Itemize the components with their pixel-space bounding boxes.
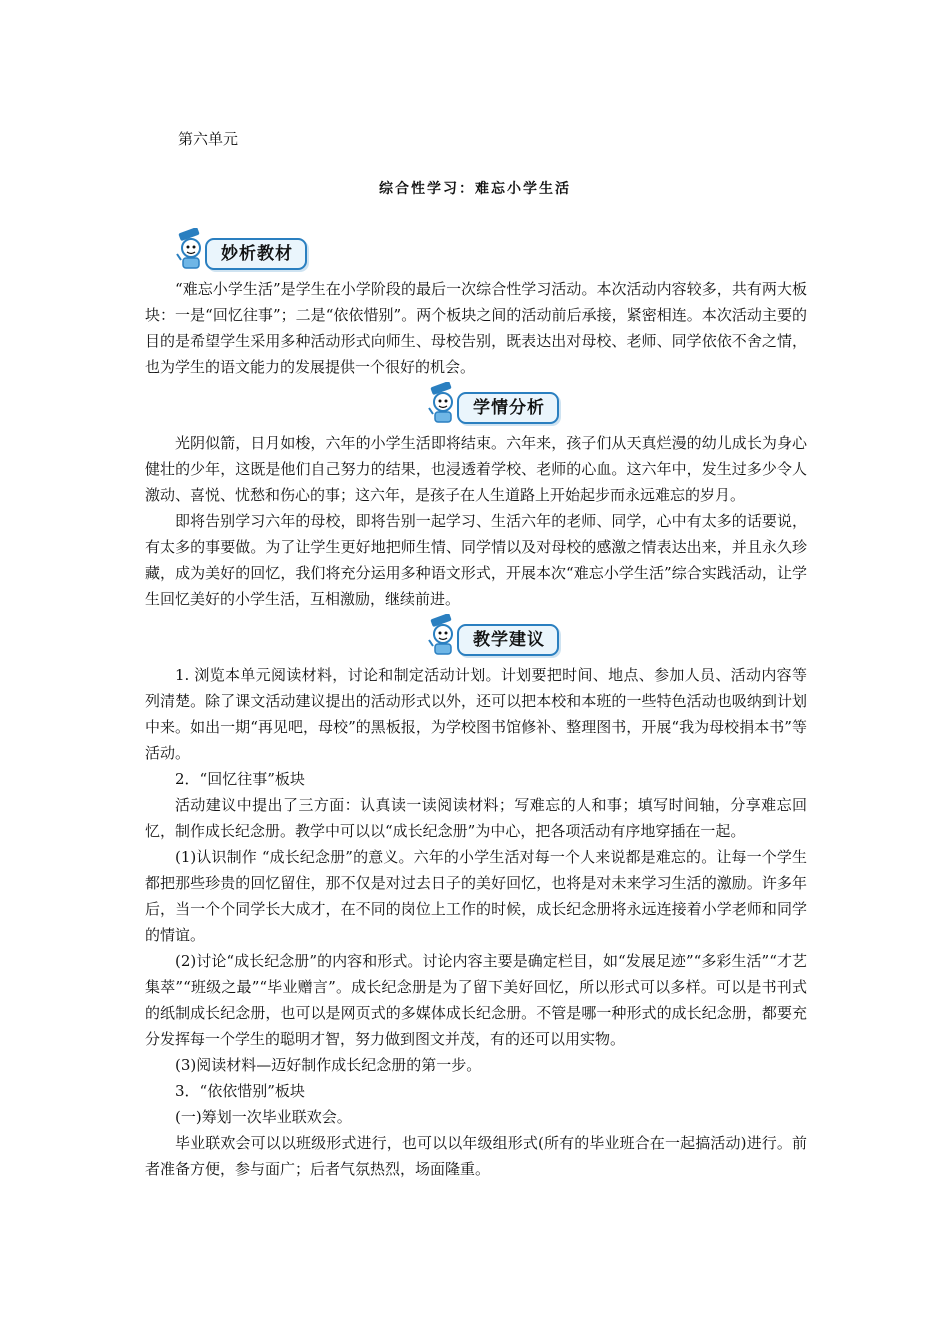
section-badge-label: 教学建议 bbox=[473, 630, 545, 650]
paragraph: “难忘小学生活”是学生在小学阶段的最后一次综合性学习活动。本次活动内容较多，共有两大板块：一是“回忆往事”；二是“依依惜别”。两个板块之间的活动前后承接，紧密相连。本次活动主要的目的是希望学生采用多种活动形式向师生、母校告别，既表达出对母校、老师、同学依依不舍之情，也为学生的语文能力的发展提供一个很好的机会。 bbox=[145, 280, 807, 376]
paragraph: 光阴似箭，日月如梭，六年的小学生活即将结束。六年来，孩子们从天真烂漫的幼儿成长为身心健壮的少年，这既是他们自己努力的结果，也浸透着学校、老师的心血。这六年中，发生过多少令人激动、喜悦、忧愁和伤心的事；这六年，是孩子在人生道路上开始起步而永远难忘的岁月。 bbox=[145, 434, 807, 504]
paragraph: 活动建议中提出了三方面：认真读一读阅读材料；写难忘的人和事；填写时间轴，分享难忘回忆，制作成长纪念册。教学中可以以“成长纪念册”为中心，把各项活动有序地穿插在一起。 bbox=[145, 796, 807, 840]
paragraph: 即将告别学习六年的母校，即将告别一起学习、生活六年的老师、同学，心中有太多的话要说，有太多的事要做。为了让学生更好地把师生情、同学情以及对母校的感激之情表达出来，并且永久珍藏，成为美好的回忆，我们将充分运用多种语文形式，开展本次“难忘小学生活”综合实践活动，让学生回忆美好的小学生活，互相激励，继续前进。 bbox=[145, 512, 807, 608]
page-title: 综合性学习：难忘小学生活 bbox=[379, 181, 571, 197]
section-badge-pill bbox=[205, 238, 307, 270]
paragraph: (一)筹划一次毕业联欢会。 bbox=[175, 1108, 352, 1126]
document-body bbox=[145, 226, 807, 1182]
section-badge-pill bbox=[457, 392, 559, 424]
paragraph: 2．“回忆往事”板块 bbox=[175, 770, 305, 788]
section-header bbox=[145, 380, 807, 430]
paragraph: (1)认识制作 “成长纪念册”的意义。六年的小学生活对每一个人来说都是难忘的。让每一个学生都把那些珍贵的回忆留住，那不仅是对过去日子的美好回忆，也将是对未来学习生活的激励。许多年后，当一个个同学长大成才，在不同的岗位上工作的时候，成长纪念册将永远连接着小学老师和同学的情谊。 bbox=[145, 848, 807, 944]
section-badge-pill bbox=[457, 624, 559, 656]
paragraph: (2)讨论“成长纪念册”的内容和形式。讨论内容主要是确定栏目，如“发展足迹”“多彩生活”“才艺集萃”“班级之最”“毕业赠言”。成长纪念册是为了留下美好回忆，所以形式可以多样。可以是书刊式的纸制成长纪念册，也可以是网页式的多媒体成长纪念册。不管是哪一种形式的成长纪念册，都要充分发挥每一个学生的聪明才智，努力做到图文并茂，有的还可以用实物。 bbox=[145, 952, 807, 1048]
paragraph: 毕业联欢会可以以班级形式进行，也可以以年级组形式(所有的毕业班合在一起搞活动)进行。前者准备方便，参与面广；后者气氛热烈，场面隆重。 bbox=[145, 1134, 807, 1178]
paragraph: (3)阅读材料—迈好制作成长纪念册的第一步。 bbox=[175, 1056, 482, 1074]
section-header bbox=[145, 226, 807, 276]
paragraph: 1. 浏览本单元阅读材料，讨论和制定活动计划。计划要把时间、地点、参加人员、活动内容等列清楚。除了课文活动建议提出的活动形式以外，还可以把本校和本班的一些特色活动也吸纳到计划中来。如出一期“再见吧，母校”的黑板报，为学校图书馆修补、整理图书，开展“我为母校捐本书”等活动。 bbox=[145, 666, 807, 762]
section-header bbox=[145, 612, 807, 662]
unit-label: 第六单元 bbox=[178, 130, 239, 148]
paragraph: 3．“依依惜别”板块 bbox=[175, 1082, 305, 1100]
section-badge-label: 妙析教材 bbox=[221, 244, 293, 264]
section-badge-label: 学情分析 bbox=[473, 398, 545, 418]
